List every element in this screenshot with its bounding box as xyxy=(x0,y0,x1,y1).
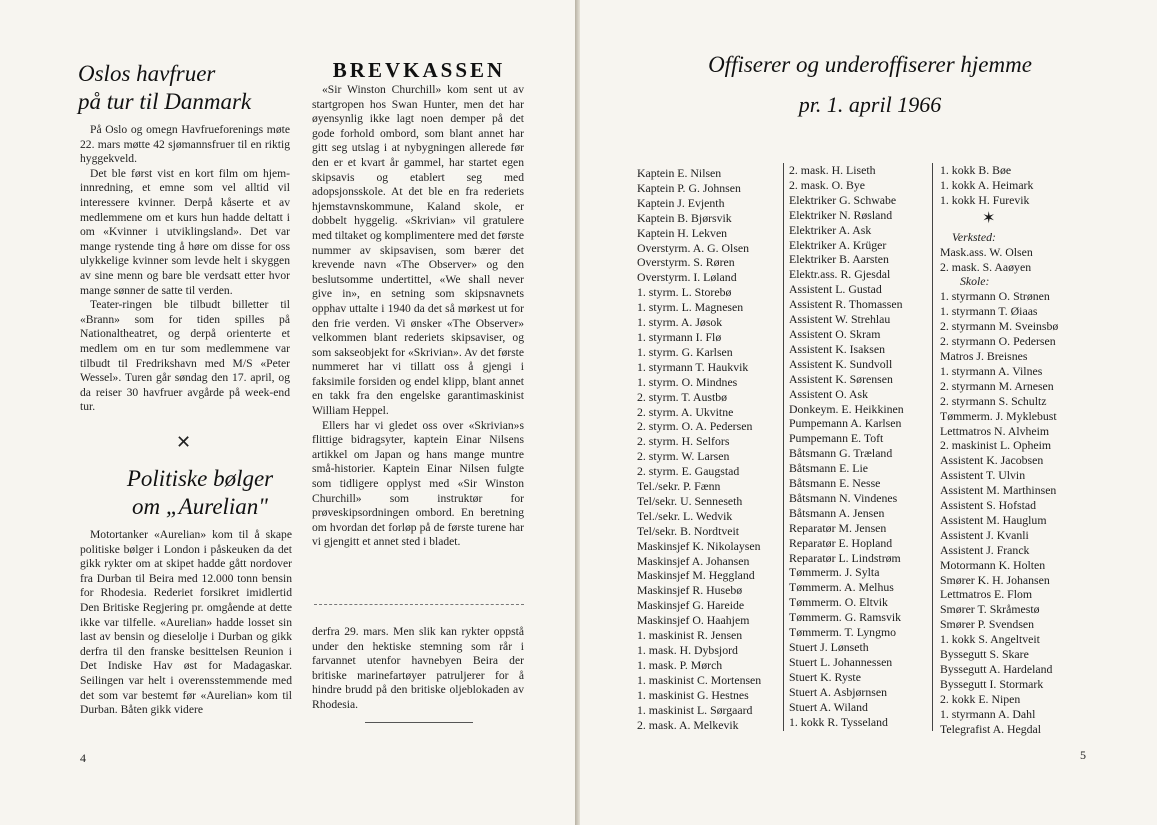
roster-entry: Tømmerm. J. Sylta xyxy=(789,565,880,580)
roster-entry: Tel./sekr. L. Wedvik xyxy=(637,508,733,523)
roster-entry: Elektr.ass. R. Gjesdal xyxy=(789,267,891,282)
roster-entry: Kaptein E. Nilsen xyxy=(637,166,722,180)
roster-entry: Kaptein P. G. Johnsen xyxy=(637,180,741,195)
aurelian-headline-line1: Politiske bølger xyxy=(126,466,274,491)
skole-label: Skole: xyxy=(960,274,990,289)
roster-subtitle: pr. 1. april 1966 xyxy=(798,92,942,117)
aurelian-paragraph: Motortanker «Aurelian» kom til å skape politiske bølger i London i påskeuken da det gikk rykter om at skipet hadde gått nordover fra Durban til Beira med 12.000 tonn bensin for Rhodesia. Rederiet forsikret imidlertid Den Britiske Regjering pr. omgående at dette ikke var tilfelle. «Aurelian» hadde losset sin last av bensin og dieselolje i Durban og gikk derfra til den franske besittelsen Reunion i Det Indiske Hav øst for Madagaskar. Seilingen var helt i overensstemmende med det som var bestemt før «Aurelian» kom til Durban. Båten gikk videre xyxy=(80,528,292,717)
roster-entry: Lettmatros N. Alvheim xyxy=(940,423,1050,438)
roster-entry: Byssegutt I. Stormark xyxy=(940,676,1044,691)
roster-entry: Båtsmann A. Jensen xyxy=(789,505,885,520)
roster-entry: Mask.ass. W. Olsen xyxy=(940,244,1033,259)
roster-entry: 2. mask. A. Melkevik xyxy=(637,717,739,732)
oslo-headline xyxy=(78,60,308,116)
roster-entry: Maskinsjef M. Heggland xyxy=(637,568,755,583)
roster-entry: 1. kokk B. Bøe xyxy=(940,163,1012,177)
roster-entry: Assistent K. Sundvoll xyxy=(789,356,893,371)
roster-entry: Assistent R. Thomassen xyxy=(789,297,903,312)
roster-entry: 2. styrmann O. Pedersen xyxy=(940,334,1056,349)
verksted-label: Verksted: xyxy=(952,229,996,244)
end-rule xyxy=(365,722,473,723)
roster-entry: 1. kokk S. Angeltveit xyxy=(940,632,1040,647)
roster-entry: 2. styrm. W. Larsen xyxy=(637,449,730,464)
left-page xyxy=(0,0,576,825)
roster-entry: 2. styrm. O. A. Pedersen xyxy=(637,419,753,434)
roster-entry: Assistent O. Skram xyxy=(789,326,881,341)
roster-entry: 1. styrmann T. Haukvik xyxy=(637,359,749,374)
skole-list xyxy=(940,289,1080,736)
roster-entry: Elektriker B. Aarsten xyxy=(789,252,889,267)
oslo-paragraph: Det ble først vist en kort film om hjem-innredning, et emne som vel alltid vil interessere kvinner. Derpå kåserte et av medlemmene om et kurs hun hadde deltatt i om «Kvinner i utviklingsland». Det var mange rystende ting å høre om disse for oss ulykkelige kvinner som levde helt i skyggen av sine menn og bare ble verdsatt etter hvor mange sønner de satte til verden. xyxy=(80,166,290,297)
roster-entry: Assistent T. Ulvin xyxy=(940,468,1026,483)
roster-entry: Maskinsjef O. Haahjem xyxy=(637,613,750,628)
roster-entry: 1. mask. P. Mørch xyxy=(637,657,723,672)
roster-entry: 1. styrmann A. Dahl xyxy=(940,706,1036,721)
roster-entry: Matros J. Breisnes xyxy=(940,348,1028,363)
roster-entry: Byssegutt S. Skare xyxy=(940,647,1029,662)
right-page xyxy=(580,0,1157,825)
roster-entry: 1. kokk H. Furevik xyxy=(940,192,1030,207)
roster-entry: Kaptein J. Evjenth xyxy=(637,195,725,210)
roster-entry: 2. styrmann M. Arnesen xyxy=(940,378,1054,393)
roster-entry: Assistent J. Kvanli xyxy=(940,527,1029,542)
column-3-list xyxy=(940,163,1080,208)
roster-entry: 1. styrmann A. Vilnes xyxy=(940,363,1043,378)
roster-entry: Tømmerm. A. Melhus xyxy=(789,580,894,595)
roster-entry: Tømmerm. G. Ramsvik xyxy=(789,610,902,625)
roster-entry: 2. styrmann M. Sveinsbø xyxy=(940,319,1059,334)
roster-entry: Tel/sekr. B. Nordtveit xyxy=(637,523,740,538)
roster-entry: 2. styrm. T. Austbø xyxy=(637,389,728,404)
roster-entry: 1. styrmann T. Øiaas xyxy=(940,304,1038,319)
roster-entry: 1. kokk A. Heimark xyxy=(940,177,1034,192)
roster-entry: Tel/sekr. U. Senneseth xyxy=(637,493,743,508)
roster-entry: Assistent J. Franck xyxy=(940,542,1030,557)
roster-entry: Smører P. Svendsen xyxy=(940,617,1035,632)
roster-entry: Stuert L. Johannessen xyxy=(789,654,893,669)
roster-entry: Båtsmann E. Lie xyxy=(789,461,868,476)
roster-entry: Elektriker A. Ask xyxy=(789,222,872,237)
roster-entry: Byssegutt A. Hardeland xyxy=(940,662,1053,676)
roster-entry: Assistent M. Hauglum xyxy=(940,512,1047,527)
brevkassen-paragraph: «Sir Winston Churchill» kom sent ut av startgropen hos Swan Hunter, men det har øyensynlig ikke lagt noen demper på det gode forhold ombord, som blant annet har gitt seg utslag i at nybygningen allerede før den er et kvart år gammel, har startet egen skipsavis og etablert seg med adopsjonsskole. At det ble en fra rederiets hjemstavnskommune, Kaland skole, er dobbelt hyggelig. «Skrivian» vil gratulere med tiltaket og komplimentere med det første nummer av skipsavisen, som bærer det krevende navn «The Observer» og den beslutsomme undertittel, «We shall never give in», en setning som skipsnavnets opphav uttalte i 1940 da det så mørkest ut for den frie verden. Vi ønsker «The Observer» velkommen blant rederiets skipsaviser, og som sakseobjekt for «Skrivian». Av det første nummeret har vi tillatt oss å gjengi i faksimile forsiden og endel klipp, blant annet en takk fra den engelske garantimaskinist William Heppel. xyxy=(312,83,524,418)
roster-entry: Stuert A. Asbjørnsen xyxy=(789,684,887,699)
roster-entry: Motormann K. Holten xyxy=(940,557,1046,572)
roster-entry: Maskinsjef K. Nikolaysen xyxy=(637,538,761,553)
roster-entry: Reparatør M. Jensen xyxy=(789,520,887,535)
roster-entry: Båtsmann N. Vindenes xyxy=(789,490,898,505)
roster-entry: Assistent W. Strehlau xyxy=(789,312,891,327)
roster-entry: 1. styrmann I. Flø xyxy=(637,329,722,344)
roster-entry: 2. mask. H. Liseth xyxy=(789,163,876,177)
oslo-headline-line1: Oslos havfruer xyxy=(78,61,216,86)
roster-entry: 2. maskinist L. Opheim xyxy=(940,438,1052,453)
aurelian-continuation xyxy=(312,625,524,713)
roster-entry: Stuert A. Wiland xyxy=(789,699,868,714)
roster-entry: Tel./sekr. P. Fænn xyxy=(637,479,721,494)
roster-entry: Elektriker G. Schwabe xyxy=(789,192,897,207)
roster-entry: Kaptein H. Lekven xyxy=(637,225,728,240)
roster-entry: 1. maskinist G. Hestnes xyxy=(637,687,749,702)
divider-star-icon: ✶ xyxy=(982,209,996,227)
aurelian-headline xyxy=(100,465,300,521)
roster-entry: Assistent K. Sørensen xyxy=(789,371,893,386)
roster-entry: Reparatør E. Hopland xyxy=(789,535,893,550)
roster-entry: 2. mask. S. Aaøyen xyxy=(940,259,1032,274)
oslo-paragraph: På Oslo og omegn Havfrueforenings møte 22. mars møtte 42 sjømannsfruer til en riktig hyggekveld. xyxy=(80,123,290,166)
roster-entry: 2. styrm. A. Ukvitne xyxy=(637,404,734,419)
roster-entry: Båtsmann G. Træland xyxy=(789,446,893,461)
roster-entry: 2. kokk E. Nipen xyxy=(940,691,1021,706)
brevkassen-article xyxy=(312,83,524,550)
roster-entry: Telegrafist A. Hegdal xyxy=(940,721,1042,736)
roster-column-1 xyxy=(637,166,781,732)
roster-entry: Stuert J. Lønseth xyxy=(789,640,869,654)
roster-entry: 2. styrm. E. Gaugstad xyxy=(637,464,740,479)
oslo-paragraph: Teater-ringen ble tilbudt billetter til «Brann» som for tiden spilles på Nationaltheatret, og derpå orienterte et medlem om en tur som medlemmene var tilbudt til Fredrikshavn med M/S «Peter Wessel». Turen går søndag den 17. april, og da reiser 30 havfruer avgårde på week-end tur. xyxy=(80,298,290,414)
separator-star-icon: ✕ xyxy=(176,432,192,452)
roster-entry: Pumpemann A. Karlsen xyxy=(789,416,902,431)
roster-entry: Assistent K. Isaksen xyxy=(789,341,886,356)
roster-entry: 2. styrmann S. Schultz xyxy=(940,393,1047,408)
roster-entry: Assistent K. Jacobsen xyxy=(940,453,1044,468)
roster-entry: Elektriker N. Røsland xyxy=(789,207,893,222)
roster-entry: Assistent O. Ask xyxy=(789,386,868,401)
roster-entry: 2. mask. O. Bye xyxy=(789,177,866,192)
roster-entry: 1. maskinist C. Mortensen xyxy=(637,672,762,687)
roster-entry: 1. styrm. A. Jøsok xyxy=(637,315,723,330)
roster-entry: 1. mask. H. Dybsjord xyxy=(637,643,738,657)
roster-entry: Tømmerm. T. Lyngmo xyxy=(789,625,897,640)
roster-entry: Tømmerm. O. Eltvik xyxy=(789,595,888,610)
roster-entry: 1. styrm. O. Mindnes xyxy=(637,374,738,389)
verksted-list xyxy=(940,245,1080,275)
oslo-headline-line2: på tur til Danmark xyxy=(78,89,252,114)
roster-entry: 1. styrm. G. Karlsen xyxy=(637,344,733,359)
roster-entry: Donkeym. E. Heikkinen xyxy=(789,401,904,416)
roster-entry: 2. styrm. H. Selfors xyxy=(637,434,730,449)
roster-entry: Overstyrm. A. G. Olsen xyxy=(637,240,750,255)
roster-entry: Pumpemann E. Toft xyxy=(789,431,884,446)
roster-entry: Stuert K. Ryste xyxy=(789,669,861,684)
roster-entry: 1. maskinist L. Sørgaard xyxy=(637,702,753,717)
roster-entry: Elektriker A. Krüger xyxy=(789,237,887,252)
continuation-paragraph: derfra 29. mars. Men slik kan rykter oppstå under den hektiske stemning som rår i farvannet utenfor havnebyen Beira der britiske marinefartøyer patruljerer for å hindre brudd på den britiske oljeblokaden av Rhodesia. xyxy=(312,625,524,711)
aurelian-headline-line2: om „Aurelian" xyxy=(132,494,268,519)
roster-entry: Maskinsjef R. Husebø xyxy=(637,583,743,598)
aurelian-article xyxy=(80,528,292,718)
roster-entry: 1. maskinist R. Jensen xyxy=(637,628,743,643)
roster-entry: Lettmatros E. Flom xyxy=(940,587,1033,602)
page-number-left: 4 xyxy=(80,751,86,765)
roster-entry: Båtsmann E. Nesse xyxy=(789,476,881,491)
brevkassen-paragraph: Ellers har vi gledet oss over «Skrivian»s flittige bidragsyter, kaptein Einar Nilsens artikkel om Japan og hans mange muntre små-historier. Kaptein Einar Nilsen fulgte som tidligere opplyst med «Sir Winston Churchill» som instruktør for prøveskipsordningen ombord. En beretning om hvordan det forløp på de første turene har vi gjengitt et annet sted i bladet. xyxy=(312,418,524,549)
roster-entry: 1. styrmann O. Strønen xyxy=(940,289,1050,304)
page-number-right: 5 xyxy=(1080,748,1086,762)
roster-column-2 xyxy=(789,163,931,729)
roster-entry: Smører T. Skråmestø xyxy=(940,602,1040,617)
roster-entry: Assistent S. Hofstad xyxy=(940,498,1037,513)
roster-entry: Reparatør L. Lindstrøm xyxy=(789,550,901,565)
roster-entry: Assistent L. Gustad xyxy=(789,282,882,297)
section-divider xyxy=(314,604,524,605)
roster-entry: Kaptein B. Bjørsvik xyxy=(637,210,732,225)
roster-entry: Smører K. H. Johansen xyxy=(940,572,1050,587)
column-divider xyxy=(932,163,933,731)
roster-column-3 xyxy=(940,163,1080,737)
roster-entry: 1. styrm. L. Magnesen xyxy=(637,300,744,315)
roster-entry: 1. kokk R. Tysseland xyxy=(789,714,888,729)
roster-entry: Tømmerm. J. Myklebust xyxy=(940,408,1057,423)
roster-entry: 1. styrm. L. Storebø xyxy=(637,285,732,300)
roster-entry: Overstyrm. I. Løland xyxy=(637,270,737,285)
column-divider xyxy=(783,163,784,731)
roster-entry: Overstyrm. S. Røren xyxy=(637,255,735,270)
oslo-article xyxy=(80,123,290,415)
roster-entry: Maskinsjef G. Hareide xyxy=(637,598,745,613)
roster-entry: Assistent M. Marthinsen xyxy=(940,483,1057,498)
roster-title: Offiserer og underoffiserer hjemme xyxy=(708,52,1032,77)
roster-entry: Maskinsjef A. Johansen xyxy=(637,553,750,568)
brevkassen-title: BREVKASSEN xyxy=(332,58,506,82)
